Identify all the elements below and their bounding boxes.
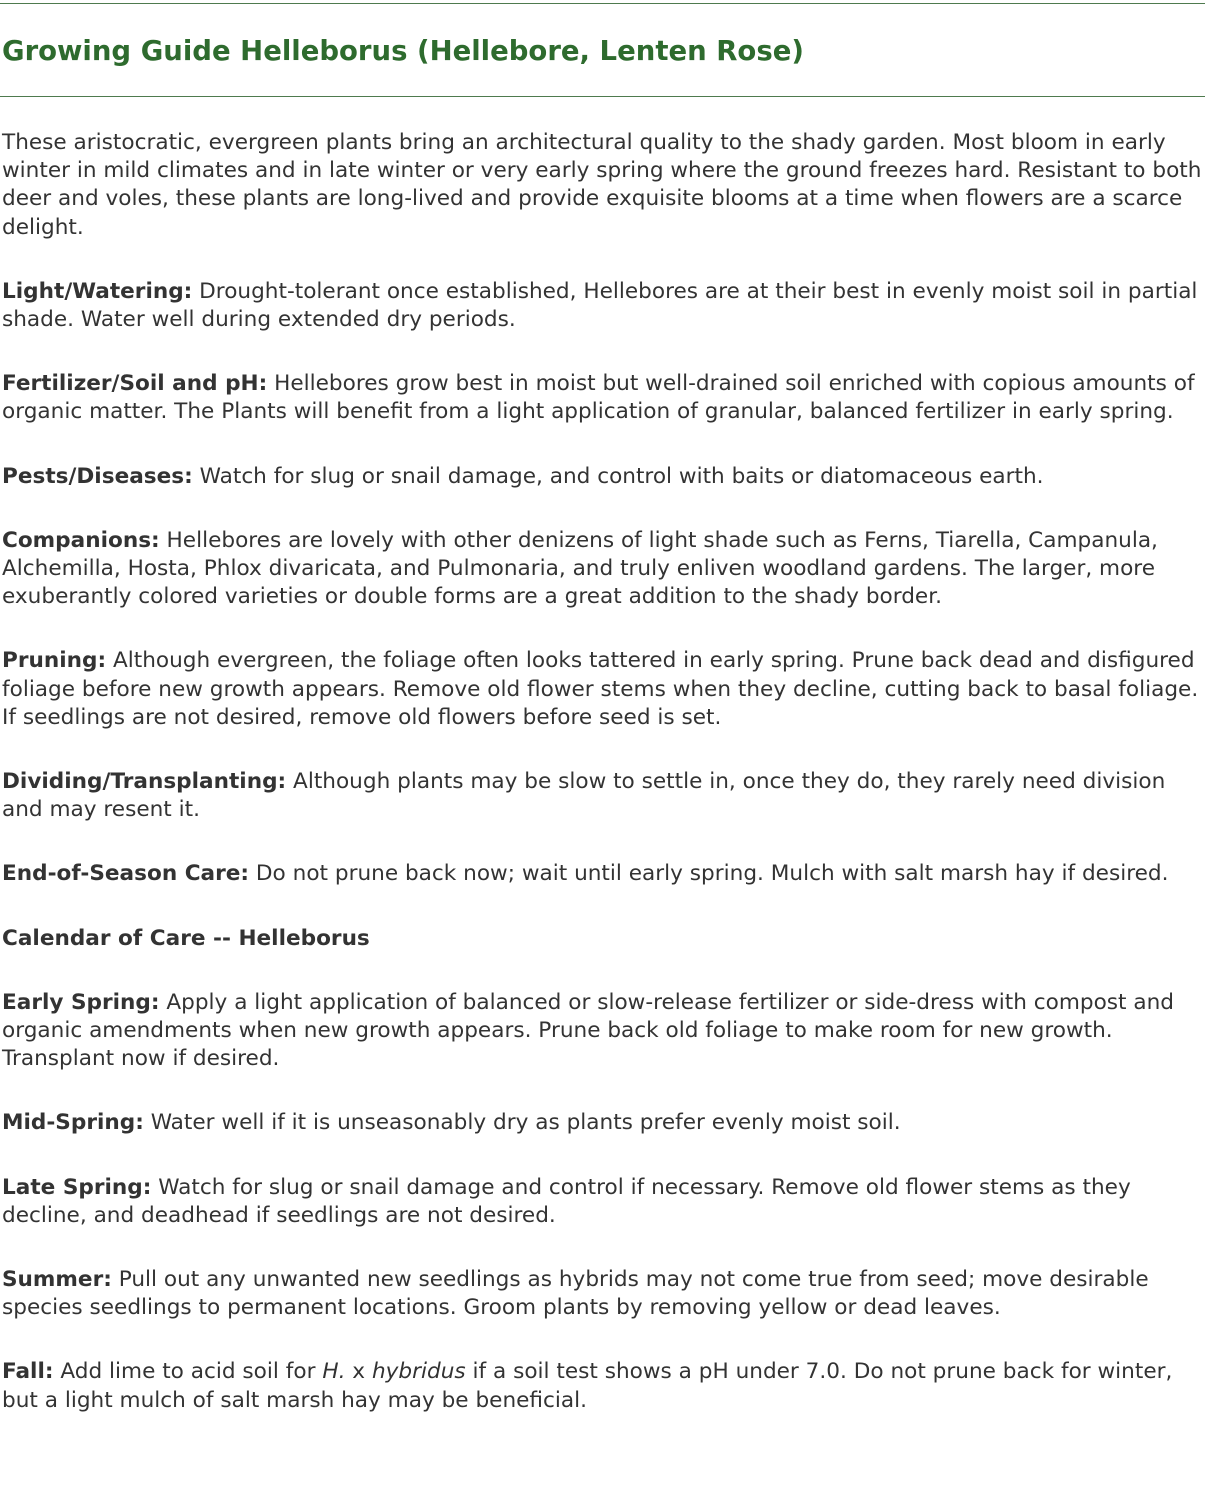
- section-text: Watch for slug or snail damage, and control with baits or diatomaceous earth.: [192, 463, 1044, 489]
- page-title: Growing Guide Helleborus (Hellebore, Lenten Rose): [2, 35, 804, 67]
- species-name-italic: H.: [322, 1359, 346, 1385]
- calendar-label: Early Spring:: [2, 989, 160, 1015]
- section-text: Do not prune back now; wait until early spring. Mulch with salt marsh hay if desired.: [249, 861, 1169, 887]
- section-text: Although plants may be slow to settle in, once they do, they rarely need division and may resent it.: [2, 769, 1166, 823]
- section-end-of-season-care: [2, 860, 1206, 888]
- top-divider: [0, 3, 1205, 4]
- section-text: Hellebores grow best in moist but well-drained soil enriched with copious amounts of organic matter. The Plants will benefit from a light application of granular, balanced fertilizer in early spring.: [2, 371, 1195, 425]
- calendar-label: Summer:: [2, 1267, 112, 1293]
- section-text: Hellebores are lovely with other denizens of light shade such as Ferns, Tiarella, Campanula, Alchemilla, Hosta, Phlox divaricata, and Pulmonaria, and truly enliven woodland gardens. The larger, more exuberantly colored varieties or double forms are a great addition to the shady border.: [2, 527, 1158, 610]
- section-fertilizer-soil-ph: [2, 370, 1206, 426]
- calendar-mid-spring: [2, 1109, 1206, 1137]
- section-light-watering: [2, 278, 1206, 334]
- calendar-early-spring: [2, 989, 1206, 1074]
- section-label: Dividing/Transplanting:: [2, 769, 287, 795]
- guide-content: [2, 129, 1206, 1451]
- calendar-text: Pull out any unwanted new seedlings as hybrids may not come true from seed; move desirable species seedlings to permanent locations. Groom plants by removing yellow or dead leaves.: [2, 1267, 1149, 1321]
- intro-paragraph: These aristocratic, evergreen plants bring an architectural quality to the shady garden. Most bloom in early winter in mild climates and in late winter or very early spring where the ground freezes hard. Resistant to both deer and voles, these plants are long-lived and provide exquisite blooms at a time when flowers are a scarce delight.: [2, 130, 1202, 240]
- section-text: Although evergreen, the foliage often looks tattered in early spring. Prune back dead and disfigured foliage before new growth appears. Remove old flower stems when they decline, cutting back to basal foliage. If seedlings are not desired, remove old flowers before seed is set.: [2, 648, 1199, 730]
- section-label: Pruning:: [2, 648, 107, 674]
- calendar-summer: [2, 1266, 1206, 1322]
- section-dividing-transplanting: [2, 768, 1206, 824]
- calendar-late-spring: [2, 1174, 1206, 1230]
- section-pruning: [2, 647, 1206, 732]
- calendar-text: if a soil test shows a pH under 7.0. Do not prune back for winter, but a light mulch of salt marsh hay may be beneficial.: [2, 1359, 1173, 1413]
- calendar-label: Mid-Spring:: [2, 1110, 144, 1136]
- calendar-text: Watch for slug or snail damage and control if necessary. Remove old flower stems as they decline, and deadhead if seedlings are not desired.: [2, 1174, 1131, 1228]
- section-pests-diseases: [2, 463, 1206, 491]
- section-label: Companions:: [2, 527, 160, 553]
- section-label: Pests/Diseases:: [2, 463, 193, 489]
- calendar-text: Apply a light application of balanced or slow-release fertilizer or side-dress with compost and organic amendments when new growth appears. Prune back old foliage to make room for new growth. Transplant now if desired.: [2, 989, 1174, 1072]
- calendar-text: Water well if it is unseasonably dry as plants prefer evenly moist soil.: [143, 1110, 901, 1136]
- section-label: Fertilizer/Soil and pH:: [2, 371, 268, 397]
- section-label: Light/Watering:: [2, 278, 193, 304]
- section-text: Drought-tolerant once established, Hellebores are at their best in evenly moist soil in partial shade. Water well during extended dry periods.: [2, 278, 1198, 333]
- species-name-italic: hybridus: [371, 1359, 466, 1385]
- calendar-label: Fall:: [2, 1359, 54, 1385]
- section-companions: [2, 527, 1206, 612]
- calendar-text: Add lime to acid soil for: [53, 1359, 323, 1385]
- calendar-heading: Calendar of Care -- Helleborus: [2, 925, 370, 951]
- section-label: End-of-Season Care:: [2, 861, 250, 887]
- calendar-text: x: [345, 1359, 372, 1385]
- calendar-fall: [2, 1358, 1206, 1414]
- calendar-label: Late Spring:: [2, 1174, 152, 1200]
- title-divider: [0, 96, 1205, 97]
